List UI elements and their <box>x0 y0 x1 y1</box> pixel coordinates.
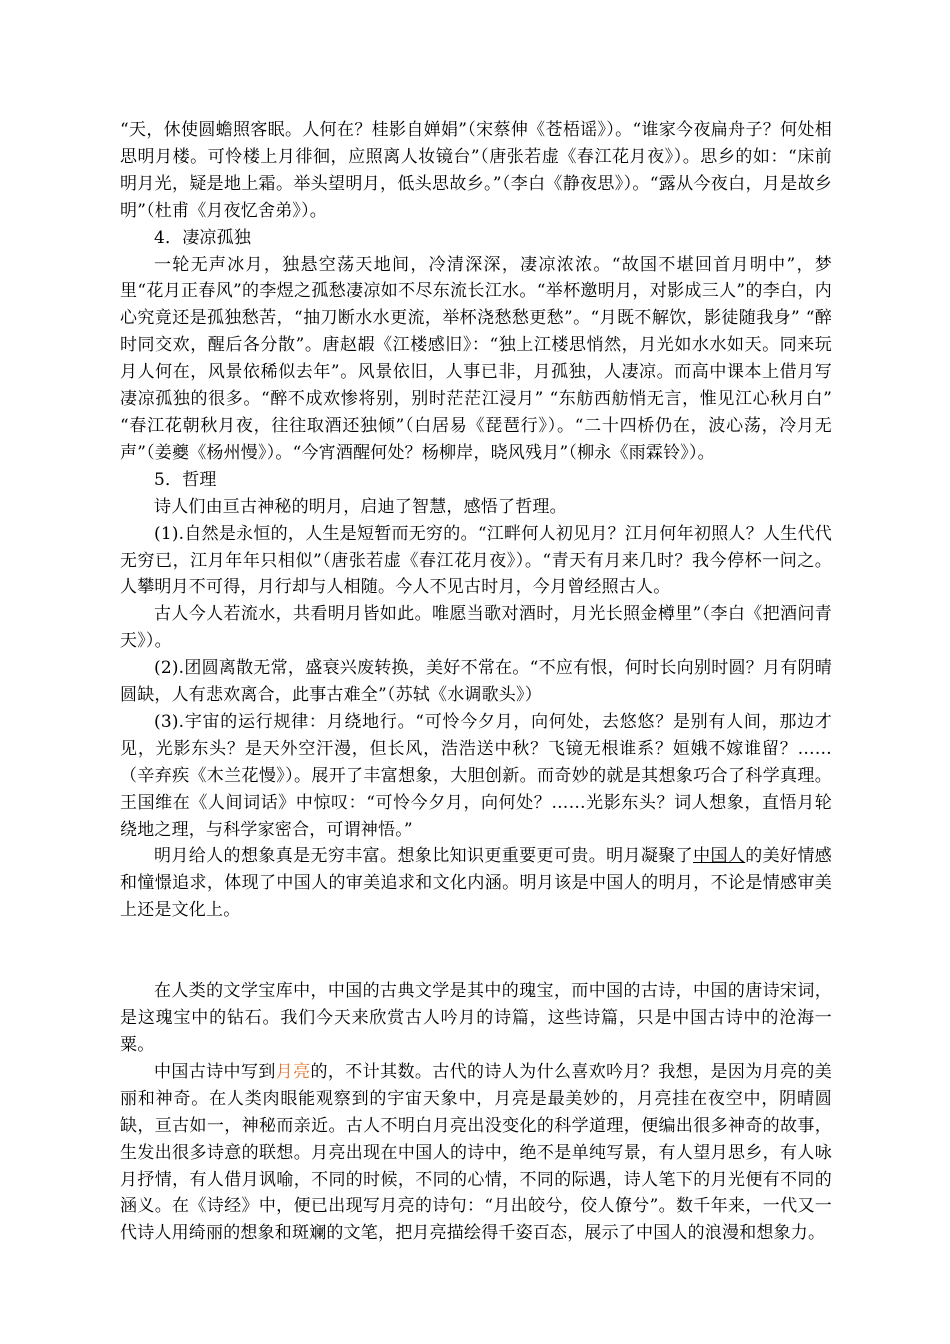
paragraph-moon-poems <box>120 1059 832 1247</box>
paragraph-loneliness: 一轮无声冰月，独悬空荡天地间，冷清深深，凄凉浓浓。“故国不堪回首月明中”，梦里“花月正春风”的李煜之孤愁凄凉如不尽东流长江水。“举杯邀明月，对影成三人”的李白，内心究竟还是孤独愁苦，“抽刀断水水更流，举杯浇愁愁更愁”。“月既不解饮，影徒随我身” “醉时同交欢，醒后各分散”。唐赵嘏《江楼感旧》：“独上江楼思悄然，月光如水水如天。同来玩月人何在，风景依稀似去年”。风景依旧，人事已非，月孤独，人凄凉。而高中课本上借月写凄凉孤独的很多。“醉不成欢惨将别，别时茫茫江浸月” “东舫西舫悄无言，惟见江心秋月白” “春江花朝秋月夜，往往取酒还独倾”（白居易《琵琶行》）。“二十四桥仍在，波心荡，冷月无声”（姜夔《杨州慢》）。“今宵酒醒何处？杨柳岸，晓风残月”（柳永《雨霖铃》）。 <box>120 254 832 463</box>
section-heading-philosophy: 5．哲理 <box>154 469 217 490</box>
paragraph-philosophy-intro: 诗人们由亘古神秘的明月，启迪了智慧，感悟了哲理。 <box>154 496 567 517</box>
paragraph-philosophy-1: (1).自然是永恒的，人生是短暂而无穷的。“江畔何人初见月？江月何年初照人？人生代代无穷已，江月年年只相似”（唐张若虚《春江花月夜》）。“青天有月来几时？我今停杯一问之。人攀明月不可得，月行却与人相随。今人不见古时月，今月曾经照古人。 <box>120 523 832 598</box>
conclusion-text-a: 明月给人的想象真是无穷丰富。想象比知识更重要更可贵。明月凝聚了 <box>154 846 694 867</box>
moon-highlight-link[interactable]: 月亮 <box>275 1061 311 1082</box>
moon-poems-text-a: 中国古诗中写到 <box>154 1061 276 1082</box>
paragraph-literature-treasure: 在人类的文学宝库中，中国的古典文学是其中的瑰宝，而中国的古诗，中国的唐诗宋词，是这瑰宝中的钻石。我们今天来欣赏古人吟月的诗篇，这些诗篇，只是中国古诗中的沧海一粟。 <box>120 981 832 1055</box>
section-spacer <box>120 924 832 978</box>
chinese-people-link[interactable]: 中国人 <box>693 846 746 867</box>
paragraph-philosophy-1-cont: 古人今人若流水，共看明月皆如此。唯愿当歌对酒时，月光长照金樽里”（李白《把酒问青天》）。 <box>120 604 832 652</box>
paragraph-philosophy-2: (2).团圆离散无常，盛衰兴废转换，美好不常在。“不应有恨，何时长向别时圆？月有阴晴圆缺，人有悲欢离合，此事古难全”（苏轼《水调歌头》） <box>120 658 832 706</box>
document-body <box>120 117 832 1247</box>
paragraph-homesick-examples: “天，休使圆蟾照客眠。人何在？桂影自婵娟”（宋蔡伸《苍梧谣》）。“谁家今夜扁舟子？何处相思明月楼。可怜楼上月徘徊，应照离人妆镜台”（唐张若虚《春江花月夜》）。思乡的如：“床前明月光，疑是地上霜。举头望明月，低头思故乡。”（李白《静夜思》）。“露从今夜白，月是故乡明”（杜甫《月夜忆舍弟》）。 <box>120 120 832 221</box>
paragraph-philosophy-3: (3).宇宙的运行规律：月绕地行。“可怜今夕月，向何处，去悠悠？是别有人间，那边才见，光影东头？是天外空汗漫，但长风，浩浩送中秋？飞镜无根谁系？姮娥不嫁谁留？……（辛弃疾《木兰花慢》）。展开了丰富想象，大胆创新。而奇妙的就是其想象巧合了科学真理。王国维在《人间词话》中惊叹：“可怜今夕月，向何处？……光影东头？词人想象，直悟月轮绕地之理，与科学家密合，可谓神悟。” <box>120 711 832 840</box>
section-heading-loneliness: 4．凄凉孤独 <box>154 227 252 248</box>
conclusion-text-b: 的美好情感和憧憬追求，体现了中国人的审美追求和文化内涵。明月该是中国人的明月，不论是情感审美上还是文化上。 <box>120 846 832 921</box>
moon-poems-text-b: 的，不计其数。古代的诗人为什么喜欢吟月？我想，是因为月亮的美丽和神奇。在人类肉眼能观察到的宇宙天象中，月亮是最美妙的，月亮挂在夜空中，阴晴圆缺，亘古如一，神秘而亲近。古人不明白月亮出没变化的科学道理，便编出很多神奇的故事，生发出很多诗意的联想。月亮出现在中国人的诗中，绝不是单纯写景，有人望月思乡，有人咏月抒情，有人借月讽喻，不同的时候，不同的心情，不同的际遇，诗人笔下的月光便有不同的涵义。在《诗经》中，便已出现写月亮的诗句：“月出皎兮，佼人僚兮”。数千年来，一代又一代诗人用绮丽的想象和斑斓的文笔，把月亮描绘得千姿百态，展示了中国人的浪漫和想象力。 <box>120 1061 832 1244</box>
paragraph-conclusion <box>120 843 832 924</box>
